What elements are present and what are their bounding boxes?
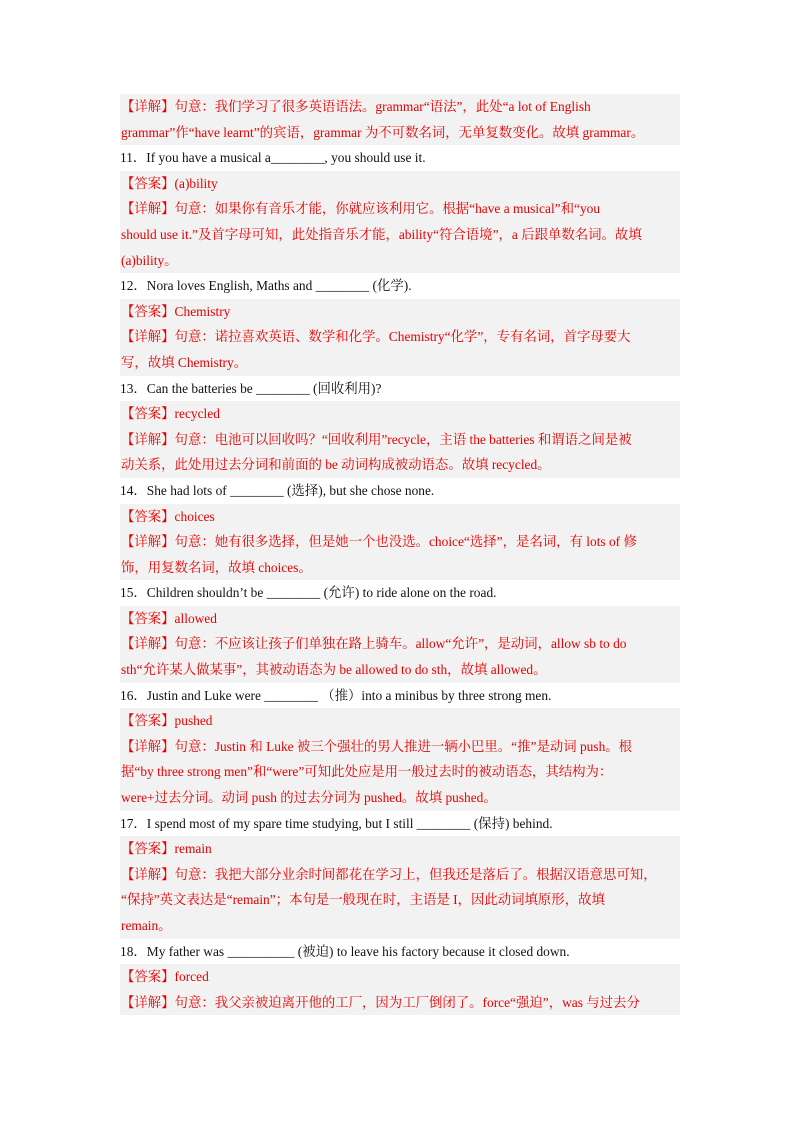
explanation-line: remain。 [120,913,680,939]
answer-text: 【答案】pushed [120,708,680,734]
question-text: 11．If you have a musical a________, you should use it. [120,150,426,166]
answer-block [120,299,680,325]
document-body [120,94,680,1015]
answer-text: 【答案】choices [120,504,680,530]
question-block [120,580,680,606]
answer-text: 【答案】(a)bility [120,171,680,197]
explanation-line: (a)bility。 [120,248,680,274]
question-block [120,478,680,504]
explanation-block [120,324,680,375]
answer-block [120,836,680,862]
explanation-line: should use it.”及首字母可知，此处指音乐才能，ability“符合语境”，a 后跟单数名词。故填 [120,222,680,248]
explanation-block [120,529,680,580]
answer-block [120,964,680,990]
explanation-line: 据“by three strong men”和“were”可知此处应是用一般过去时的被动语态，其结构为： [120,759,680,785]
explanation-line: 【详解】句意：不应该让孩子们单独在路上骑车。allow“允许”，是动词，allow sb to do [120,631,680,657]
question-text: 15．Children shouldn’t be ________ (允许) to ride alone on the road. [120,585,497,601]
explanation-block [120,631,680,682]
explanation-block [120,427,680,478]
question-text: 14．She had lots of ________ (选择), but she chose none. [120,482,435,498]
question-block [120,145,680,171]
question-text: 13．Can the batteries be ________ (回收利用)? [120,380,382,396]
answer-text: 【答案】remain [120,836,680,862]
answer-text: 【答案】allowed [120,606,680,632]
explanation-block [120,196,680,273]
question-block [120,273,680,299]
explanation-line: “保持”英文表达是“remain”；本句是一般现在时，主语是 I，因此动词填原形，故填 [120,887,680,913]
explanation-line: 【详解】句意：如果你有音乐才能，你就应该利用它。根据“have a musical”和“you [120,196,680,222]
explanation-line: 写，故填 Chemistry。 [120,350,680,376]
answer-block [120,171,680,197]
explanation-line: 【详解】句意：我们学习了很多英语语法。grammar“语法”，此处“a lot of English [120,94,680,120]
explanation-block [120,862,680,939]
explanation-block [120,990,680,1016]
answer-text: 【答案】forced [120,964,680,990]
question-text: 16．Justin and Luke were ________ （推）into a minibus by three strong men. [120,687,552,703]
explanation-block [120,734,680,811]
question-block [120,939,680,965]
answer-block [120,606,680,632]
explanation-line: were+过去分词。动词 push 的过去分词为 pushed。故填 pushed。 [120,785,680,811]
question-text: 17．I spend most of my spare time studying, but I still ________ (保持) behind. [120,815,553,831]
question-text: 12．Nora loves English, Maths and ________ (化学). [120,278,412,294]
explanation-line: 动关系，此处用过去分词和前面的 be 动词构成被动语态。故填 recycled。 [120,452,680,478]
question-block [120,811,680,837]
explanation-line: 【详解】句意：她有很多选择，但是她一个也没选。choice“选择”，是名词，有 lots of 修 [120,529,680,555]
explanation-line: 【详解】句意：诺拉喜欢英语、数学和化学。Chemistry“化学”，专有名词，首字母要大 [120,324,680,350]
answer-block [120,504,680,530]
explanation-line: 【详解】句意：电池可以回收吗？“回收利用”recycle，主语 the batteries 和谓语之间是被 [120,427,680,453]
explanation-line: 【详解】句意：Justin 和 Luke 被三个强壮的男人推进一辆小巴里。“推”是动词 push。根 [120,734,680,760]
answer-block [120,708,680,734]
explanation-line: 【详解】句意：我把大部分业余时间都花在学习上，但我还是落后了。根据汉语意思可知， [120,862,680,888]
explanation-line: 【详解】句意：我父亲被迫离开他的工厂，因为工厂倒闭了。force“强迫”，was 与过去分 [120,990,680,1016]
explanation-block [120,94,680,145]
answer-text: 【答案】recycled [120,401,680,427]
answer-block [120,401,680,427]
question-text: 18．My father was __________ (被迫) to leave his factory because it closed down. [120,943,570,959]
explanation-line: sth“允许某人做某事”，其被动语态为 be allowed to do sth，故填 allowed。 [120,657,680,683]
explanation-line: grammar”作“have learnt”的宾语，grammar 为不可数名词，无单复数变化。故填 grammar。 [120,120,680,146]
answer-text: 【答案】Chemistry [120,299,680,325]
question-block [120,376,680,402]
explanation-line: 饰，用复数名词，故填 choices。 [120,555,680,581]
question-block [120,683,680,709]
